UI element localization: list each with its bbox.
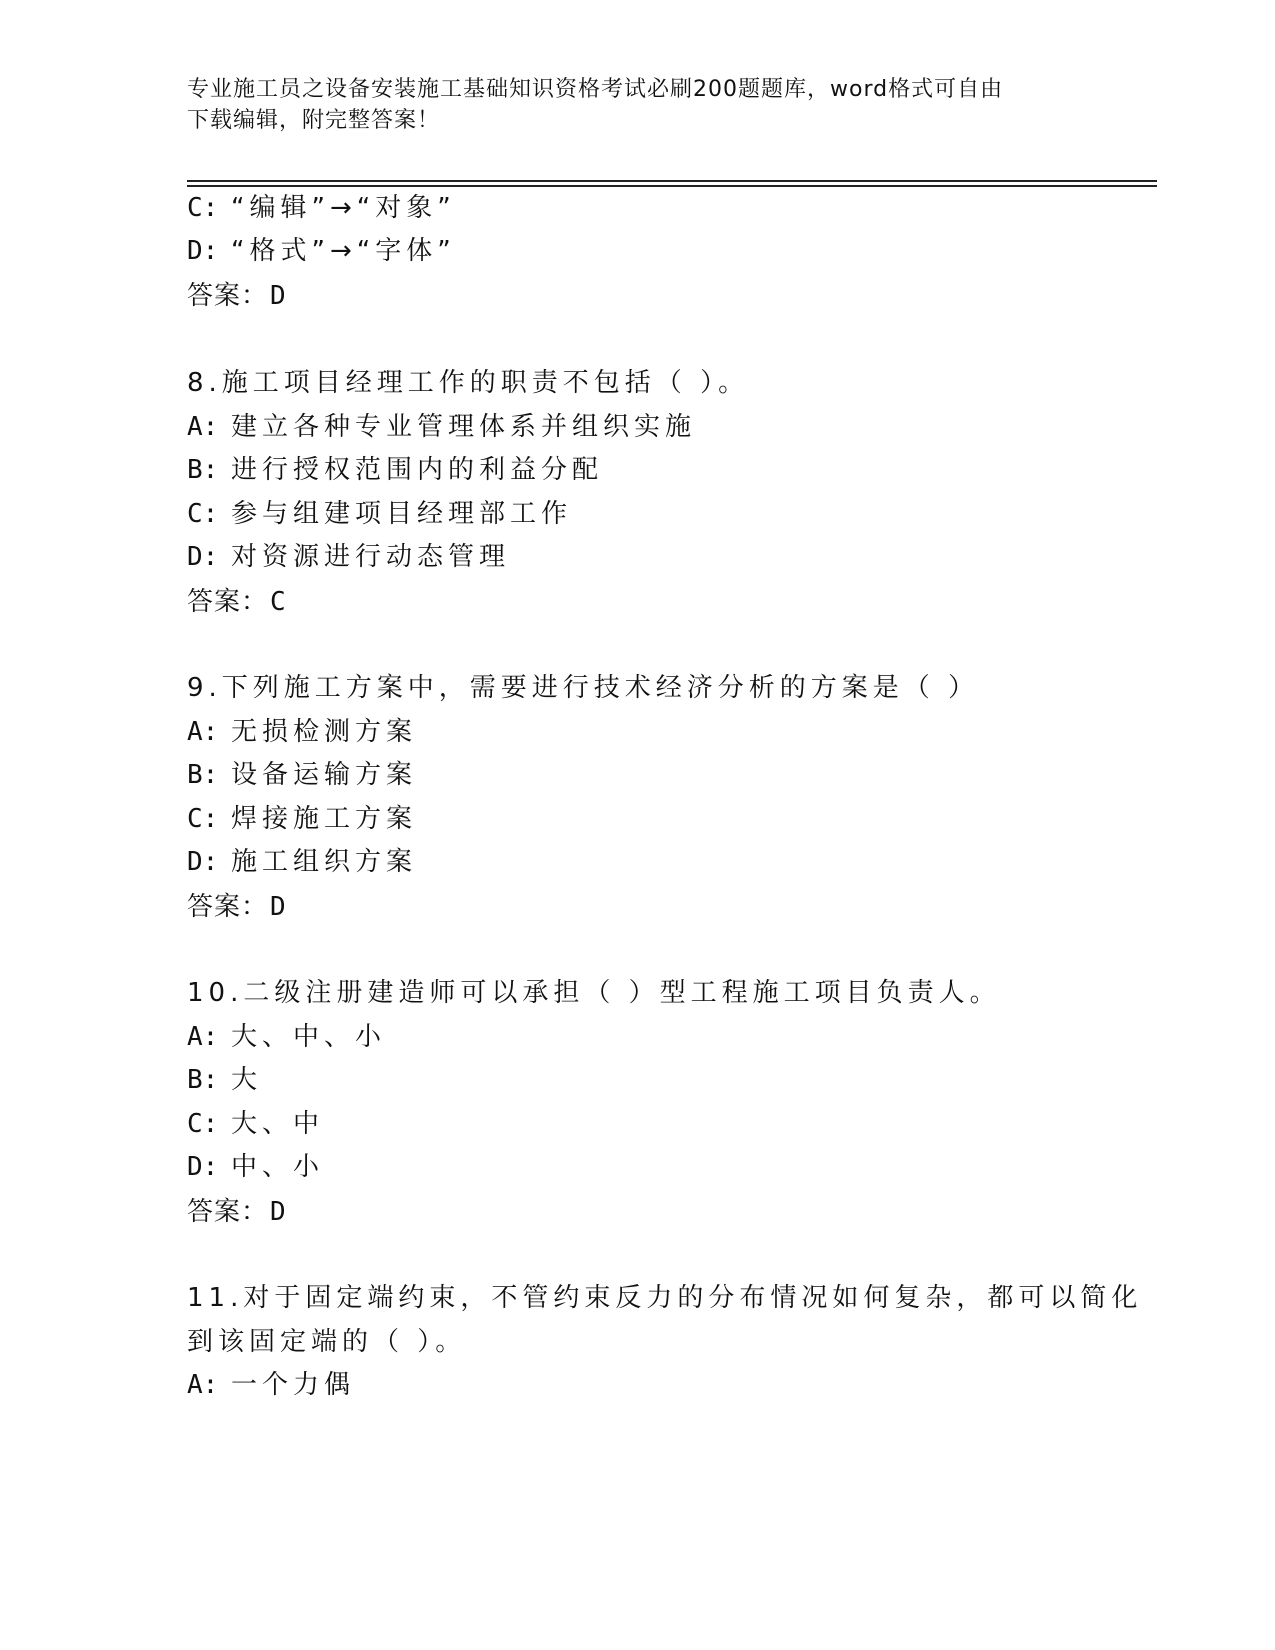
option-text: 建立各种专业管理体系并组织实施	[231, 412, 697, 442]
option-text: 对资源进行动态管理	[231, 542, 511, 572]
document-header	[187, 74, 1087, 136]
q9-answer	[187, 892, 287, 922]
q7-option-d	[187, 236, 456, 266]
option-text: 一个力偶	[231, 1370, 356, 1400]
header-title-line-1: 专业施工员之设备安装施工基础知识资格考试必刷200题题库，word格式可自由	[187, 77, 1004, 102]
answer-value: D	[270, 281, 287, 311]
option-text: 无损检测方案	[231, 717, 418, 747]
option-label: D:	[187, 542, 219, 572]
q10-option-b	[187, 1065, 262, 1095]
q9-option-b	[187, 760, 417, 790]
q10-option-d	[187, 1152, 324, 1182]
option-label: B:	[187, 760, 219, 790]
option-label: C:	[187, 193, 219, 223]
q8-question: 8.施工项目经理工作的职责不包括（ ）。	[187, 368, 750, 398]
q11-question-line-2: 到该固定端的（ ）。	[187, 1327, 467, 1357]
option-text: 设备运输方案	[231, 760, 418, 790]
answer-label: 答案：	[187, 281, 269, 311]
q9-question: 9.下列施工方案中，需要进行技术经济分析的方案是（ ）	[187, 673, 980, 703]
answer-value: D	[270, 1197, 287, 1227]
q11-question-line-1: 11.对于固定端约束，不管约束反力的分布情况如何复杂，都可以简化	[187, 1283, 1143, 1313]
option-label: A:	[187, 412, 219, 442]
option-text: 大	[231, 1065, 263, 1095]
option-label: D:	[187, 236, 219, 266]
option-label: C:	[187, 804, 219, 834]
q9-option-a	[187, 717, 417, 747]
option-text: 参与组建项目经理部工作	[231, 499, 573, 529]
q8-option-b	[187, 455, 603, 485]
option-text: 中、小	[231, 1152, 325, 1182]
q7-option-c	[187, 193, 456, 223]
option-label: C:	[187, 499, 219, 529]
answer-label: 答案：	[187, 892, 269, 922]
header-divider-bottom	[187, 185, 1157, 187]
option-label: C:	[187, 1109, 219, 1139]
q8-option-a	[187, 412, 696, 442]
option-label: B:	[187, 1065, 219, 1095]
option-text: 大、中	[231, 1109, 325, 1139]
answer-label: 答案：	[187, 1197, 269, 1227]
option-label: D:	[187, 1152, 219, 1182]
option-label: A:	[187, 1022, 219, 1052]
q8-answer	[187, 587, 287, 617]
option-text: “编辑”→“对象”	[231, 193, 456, 223]
q10-option-c	[187, 1109, 324, 1139]
option-text: “格式”→“字体”	[231, 236, 456, 266]
option-text: 焊接施工方案	[231, 804, 418, 834]
q9-option-c	[187, 804, 417, 834]
q10-question: 10.二级注册建造师可以承担（ ）型工程施工项目负责人。	[187, 978, 1001, 1008]
answer-value: C	[270, 587, 287, 617]
option-label: A:	[187, 1370, 219, 1400]
q10-option-a	[187, 1022, 386, 1052]
q9-option-d	[187, 847, 417, 877]
q8-option-d	[187, 542, 510, 572]
answer-value: D	[270, 892, 287, 922]
option-label: A:	[187, 717, 219, 747]
answer-label: 答案：	[187, 587, 269, 617]
q7-answer	[187, 281, 287, 311]
q10-answer	[187, 1197, 287, 1227]
option-label: B:	[187, 455, 219, 485]
option-text: 大、中、小	[231, 1022, 387, 1052]
header-divider-top	[187, 180, 1157, 182]
option-text: 施工组织方案	[231, 847, 418, 877]
q8-option-c	[187, 499, 572, 529]
option-text: 进行授权范围内的利益分配	[231, 455, 604, 485]
option-label: D:	[187, 847, 219, 877]
header-title-line-2: 下载编辑，附完整答案！	[187, 108, 441, 133]
q11-option-a	[187, 1370, 355, 1400]
